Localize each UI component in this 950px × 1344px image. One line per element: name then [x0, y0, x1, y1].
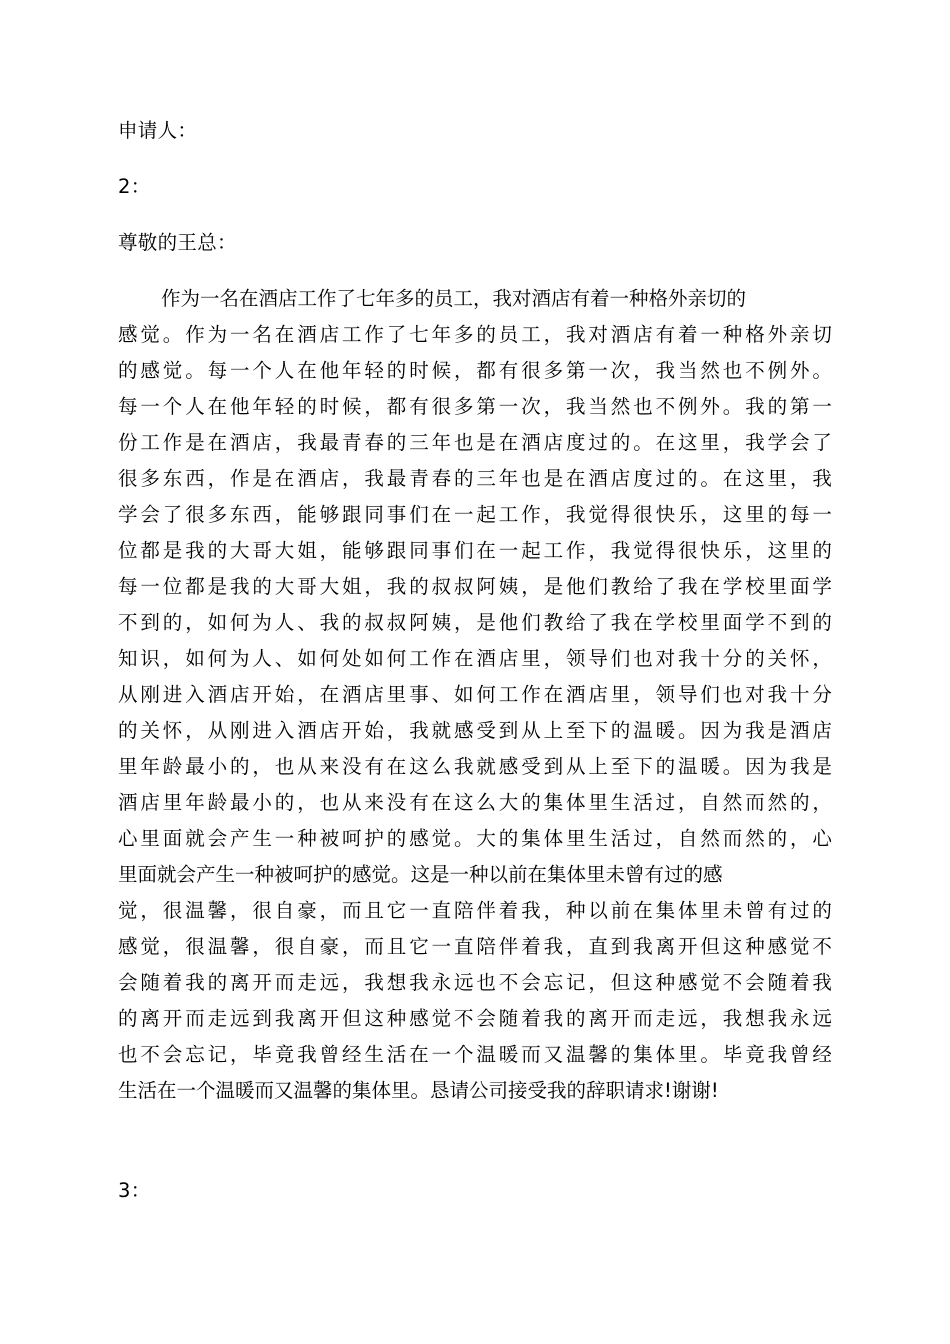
body-line: 从刚进入酒店开始，在酒店里事、如何工作在酒店里，领导们也对我十分: [118, 683, 835, 706]
body-line: 知识，如何为人、如何处如何工作在酒店里，领导们也对我十分的关怀，: [118, 647, 835, 670]
body-line: 份工作是在酒店，我最青春的三年也是在酒店度过的。在这里，我学会了: [118, 431, 835, 454]
body-line: 学会了很多东西，能够跟同事们在一起工作，我觉得很快乐，这里的每一: [118, 503, 835, 526]
salutation: 尊敬的王总：: [118, 231, 237, 254]
body-line: 心里面就会产生一种被呵护的感觉。大的集体里生活过，自然而然的，心: [118, 827, 835, 850]
body-line: 感觉。作为一名在酒店工作了七年多的员工，我对酒店有着一种格外亲切: [118, 323, 835, 346]
body-line: 很多东西，作是在酒店，我最青春的三年也是在酒店度过的。在这里，我: [118, 467, 835, 490]
body-line: 每一个人在他年轻的时候，都有很多第一次，我当然也不例外。我的第一: [118, 395, 835, 418]
body-line: 作为一名在酒店工作了七年多的员工，我对酒店有着一种格外亲切的: [161, 287, 747, 310]
body-line: 感觉，很温馨，很自豪，而且它一直陪伴着我，直到我离开但这种感觉不: [118, 935, 835, 958]
body-line: 里年龄最小的，也从来没有在这么我就感受到从上至下的温暖。因为我是: [118, 755, 835, 778]
body-line: 生活在一个温暖而又温馨的集体里。恳请公司接受我的辞职请求!谢谢!: [118, 1079, 719, 1102]
body-line: 的关怀，从刚进入酒店开始，我就感受到从上至下的温暖。因为我是酒店: [118, 719, 835, 742]
body-line: 会随着我的离开而走远，我想我永远也不会忘记，但这种感觉不会随着我: [118, 971, 835, 994]
applicant-label: 申请人：: [118, 119, 198, 142]
body-line: 觉，很温馨，很自豪，而且它一直陪伴着我，种以前在集体里未曾有过的: [118, 899, 835, 922]
body-line: 不到的，如何为人、我的叔叔阿姨，是他们教给了我在学校里面学不到的: [118, 611, 835, 634]
body-line: 位都是我的大哥大姐，能够跟同事们在一起工作，我觉得很快乐，这里的: [118, 539, 835, 562]
body-line: 的感觉。每一个人在他年轻的时候，都有很多第一次，我当然也不例外。: [118, 359, 835, 382]
section-number-2: 2：: [118, 175, 151, 198]
section-number-3: 3：: [118, 1179, 151, 1202]
body-line: 的离开而走远到我离开但这种感觉不会随着我的离开而走远，我想我永远: [118, 1007, 835, 1030]
body-line: 里面就会产生一种被呵护的感觉。这是一种以前在集体里未曾有过的感: [118, 863, 723, 886]
body-line: 酒店里年龄最小的，也从来没有在这么大的集体里生活过，自然而然的，: [118, 791, 835, 814]
body-line: 每一位都是我的大哥大姐，我的叔叔阿姨，是他们教给了我在学校里面学: [118, 575, 835, 598]
body-line: 也不会忘记，毕竟我曾经生活在一个温暖而又温馨的集体里。毕竟我曾经: [118, 1043, 835, 1066]
